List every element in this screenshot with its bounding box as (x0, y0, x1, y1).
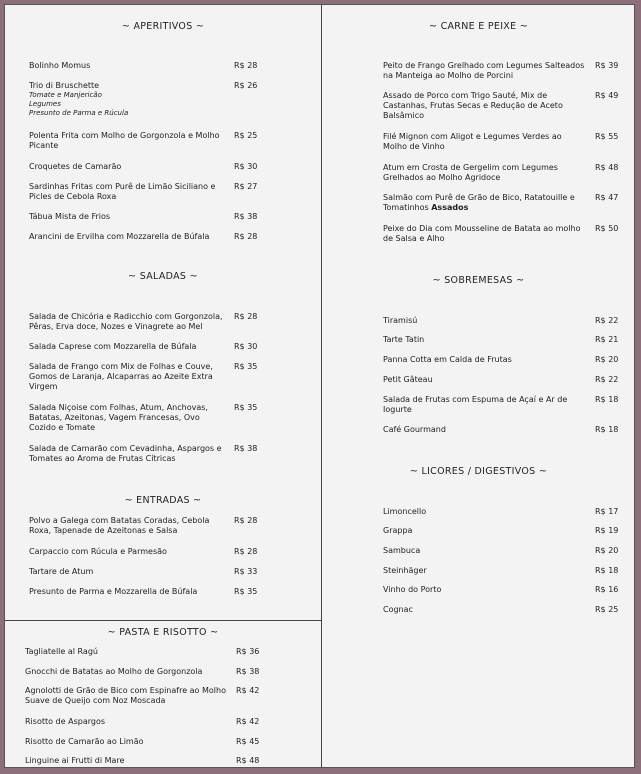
item-name: Sardinhas Fritas com Purê de Limão Siciliano e Picles de Cebola Roxa (29, 182, 216, 201)
item-name: Risotto de Camarão ao Limão (25, 737, 144, 746)
item-price: R$ 17 (595, 507, 619, 516)
item-price: R$ 26 (234, 81, 258, 90)
item-price: R$ 48 (595, 163, 619, 172)
section-title-entradas: ~ ENTRADAS ~ (124, 495, 202, 506)
item-price: R$ 25 (234, 131, 258, 140)
section-title-carne: ~ CARNE E PEIXE ~ (429, 21, 528, 32)
item-price: R$ 28 (234, 516, 258, 525)
item-name: Agnolotti de Grão de Bico com Espinafre ao Molho Suave de Queijo com Noz Moscada (25, 686, 226, 705)
item-price: R$ 47 (595, 193, 619, 202)
item-price: R$ 20 (595, 546, 619, 555)
item-price: R$ 28 (234, 232, 258, 241)
item-price: R$ 38 (234, 212, 258, 221)
section-entradas (5, 495, 321, 506)
item-name: Sambuca (383, 546, 421, 555)
item-price: R$ 49 (595, 91, 619, 100)
item-name: Tábua Mista de Frios (29, 212, 111, 221)
item-price: R$ 38 (234, 444, 258, 453)
section-pasta (5, 627, 321, 638)
item-name: Gnocchi de Batatas ao Molho de Gorgonzola (25, 667, 203, 676)
item-price: R$ 22 (595, 316, 619, 325)
item-price: R$ 28 (234, 312, 258, 321)
item-price: R$ 19 (595, 526, 619, 535)
item-name: Café Gourmand (383, 425, 446, 434)
item-name: Grappa (383, 526, 413, 535)
item-name: Petit Gâteau (383, 375, 433, 384)
item-price: R$ 18 (595, 566, 619, 575)
section-title-licores: ~ LICORES / DIGESTIVOS ~ (409, 466, 548, 477)
item-price: R$ 55 (595, 132, 619, 141)
item-name: Peito de Frango Grelhado com Legumes Salteados na Manteiga ao Molho de Porcini (383, 61, 585, 80)
item-price: R$ 27 (234, 182, 258, 191)
item-name: Trio di Bruschette (29, 81, 100, 90)
item-name: Linguine ai Frutti di Mare (25, 756, 125, 765)
section-aperitivos (5, 21, 321, 32)
item-name: Filé Mignon com Aligot e Legumes Verdes ao Molho de Vinho (383, 132, 562, 151)
item-price: R$ 38 (236, 667, 260, 676)
item-price: R$ 18 (595, 395, 619, 404)
section-title-aperitivos: ~ APERITIVOS ~ (121, 21, 205, 32)
section-carne (321, 21, 635, 32)
item-price: R$ 30 (234, 342, 258, 351)
item-price: R$ 42 (236, 686, 260, 695)
item-name: Atum em Crosta de Gergelim com Legumes Grelhados ao Molho Agridoce (383, 163, 558, 182)
item-name: Salmão com Purê de Grão de Bico, Ratatouille e Tomatinhos (383, 193, 575, 212)
item-subline: Presunto de Parma e Rúcula (29, 109, 129, 117)
item-name: Vinho do Porto (383, 585, 442, 594)
item-price: R$ 16 (595, 585, 619, 594)
item-price: R$ 42 (236, 717, 260, 726)
item-name: Tartare de Atum (29, 567, 94, 576)
item-price: R$ 28 (234, 61, 258, 70)
item-name: Assado de Porco com Trigo Sauté, Mix de Castanhas, Frutas Secas e Redução de Aceto Balsâmico (383, 91, 563, 120)
section-sobremesas (321, 275, 635, 286)
item-price: R$ 39 (595, 61, 619, 70)
item-name: Tarte Tatin (383, 335, 425, 344)
item-name: Tiramisú (383, 316, 418, 325)
column-divider (321, 5, 322, 768)
item-price: R$ 45 (236, 737, 260, 746)
item-price: R$ 33 (234, 567, 258, 576)
menu-page (4, 4, 635, 768)
item-name: Carpaccio com Rúcula e Parmesão (29, 547, 167, 556)
item-name: Salada de Camarão com Cevadinha, Aspargos e Tomates ao Aroma de Frutas Cítricas (29, 444, 222, 463)
item-name: Cognac (383, 605, 413, 614)
item-name: Peixe do Dia com Mousseline de Batata ao molho de Salsa e Alho (383, 224, 581, 243)
item-name: Salada Niçoise com Folhas, Atum, Anchovas, Batatas, Azeitonas, Vagem Francesas, Ovo Cozido e Tomate (29, 403, 208, 432)
item-name: Limoncello (383, 507, 427, 516)
item-name: Steinhäger (383, 566, 427, 575)
item-name: Salada Caprese com Mozzarella de Búfala (29, 342, 197, 351)
section-title-sobremesas: ~ SOBREMESAS ~ (432, 275, 525, 286)
item-subline: Legumes (29, 100, 61, 108)
item-subline: Tomate e Manjericão (29, 91, 102, 99)
item-price: R$ 18 (595, 425, 619, 434)
item-name: Presunto de Parma e Mozzarella de Búfala (29, 587, 198, 596)
section-title-pasta: ~ PASTA E RISOTTO ~ (107, 627, 219, 638)
item-name: Salada de Chicória e Radicchio com Gorgonzola, Pêras, Erva doce, Nozes e Vinagrete ao Mel (29, 312, 223, 331)
item-price: R$ 30 (234, 162, 258, 171)
item-price: R$ 48 (236, 756, 260, 765)
item-price: R$ 21 (595, 335, 619, 344)
item-name: Panna Cotta em Calda de Frutas (383, 355, 512, 364)
item-name: Polvo a Galega com Batatas Coradas, Cebola Roxa, Tapenade de Azeitonas e Salsa (29, 516, 210, 535)
item-price: R$ 28 (234, 547, 258, 556)
item-name: Risotto de Aspargos (25, 717, 106, 726)
item-name: Polenta Frita com Molho de Gorgonzola e Molho Picante (29, 131, 220, 150)
item-price: R$ 35 (234, 362, 258, 371)
item-price: R$ 36 (236, 647, 260, 656)
item-price: R$ 35 (234, 403, 258, 412)
item-name: Salada de Frutas com Espuma de Açaí e Ar de Iogurte (383, 395, 568, 414)
item-name: Croquetes de Camarão (29, 162, 122, 171)
item-price: R$ 35 (234, 587, 258, 596)
item-price: R$ 22 (595, 375, 619, 384)
item-price: R$ 50 (595, 224, 619, 233)
item-name: Arancini de Ervilha com Mozzarella de Búfala (29, 232, 210, 241)
item-name: Bolinho Momus (29, 61, 91, 70)
section-title-saladas: ~ SALADAS ~ (128, 271, 198, 282)
section-saladas (5, 271, 321, 282)
item-name: Tagliatelle al Ragú (25, 647, 98, 656)
item-price: R$ 20 (595, 355, 619, 364)
item-price: R$ 25 (595, 605, 619, 614)
section-divider (5, 620, 321, 621)
item-name: Salada de Frango com Mix de Folhas e Couve, Gomos de Laranja, Alcaparras ao Azeite Extra Virgem (29, 362, 213, 391)
item-name-emphasis: Assados (431, 203, 469, 212)
section-licores (321, 466, 635, 477)
